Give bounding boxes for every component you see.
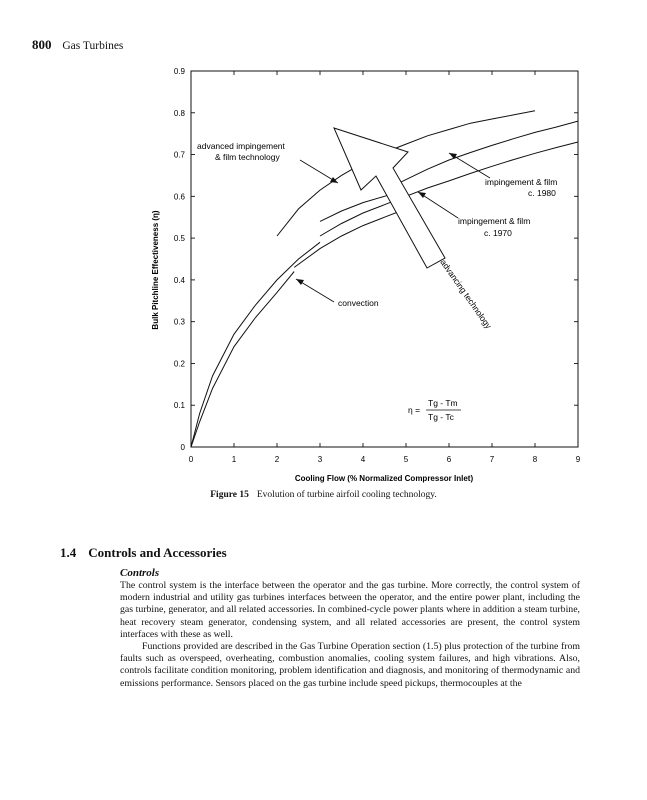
figure-caption-text: Evolution of turbine airfoil cooling technology.	[256, 490, 437, 500]
section-title: Controls and Accessories	[88, 545, 227, 560]
x-tick-label: 6	[446, 455, 452, 464]
advancing-arrow	[334, 128, 445, 268]
imp1970-pointer-head	[418, 192, 426, 198]
series-line	[191, 272, 294, 448]
advanced-label-1: advanced impingement	[197, 141, 285, 151]
y-axis-label: Bulk Pitchline Effectiveness (η)	[151, 210, 160, 330]
x-tick-label: 5	[403, 455, 409, 464]
series-line	[294, 209, 406, 268]
x-tick-label: 1	[231, 455, 237, 464]
imp1980-label-2: c. 1980	[528, 188, 556, 198]
figure-label: Figure 15	[210, 490, 249, 500]
x-tick-label: 3	[317, 455, 323, 464]
y-tick-label: 0.6	[173, 192, 185, 202]
formula-denominator: Tg - Tc	[428, 412, 454, 422]
page-number: 800	[32, 37, 52, 52]
imp1970-label-1: impingement & film	[458, 216, 531, 226]
y-tick-label: 0.9	[173, 67, 185, 76]
y-tick-label: 0.5	[173, 234, 185, 244]
x-tick-label: 9	[575, 455, 581, 464]
y-tick-label: 0.3	[173, 317, 185, 327]
paragraph: The control system is the interface between the operator and the gas turbine. More correctly, the control system of modern industrial and utility gas turbines interfaces between the operator, and the entire power plant, including the gas turbine, generator, and all related accessories. In combined-cycle power plants where in addition a steam turbine, heat recovery steam generator, condensing system, and all related accessories are present, the control system interfaces with these as well.	[120, 580, 580, 640]
section-heading	[60, 545, 239, 561]
imp1970-label-2: c. 1970	[484, 228, 512, 238]
subsection-heading: Controls	[120, 567, 160, 579]
x-tick-label: 2	[274, 455, 280, 464]
advanced-label-2: & film technology	[215, 152, 280, 162]
y-tick-label: 0	[180, 443, 185, 452]
running-title: Gas Turbines	[62, 40, 124, 52]
formula-lhs: η =	[408, 405, 421, 415]
convection-pointer-head	[296, 279, 304, 285]
series-line	[191, 242, 320, 447]
advancing-label: advancing technology	[438, 257, 494, 331]
y-tick-label: 0.8	[173, 108, 185, 118]
y-tick-label: 0.4	[173, 275, 185, 285]
formula-numerator: Tg - Tm	[428, 398, 458, 408]
convection-label: convection	[338, 298, 379, 308]
y-tick-label: 0.2	[173, 359, 185, 369]
x-tick-label: 8	[532, 455, 538, 464]
x-axis-label: Cooling Flow (% Normalized Compressor Inlet)	[294, 474, 474, 483]
y-tick-label: 0.7	[173, 150, 185, 160]
x-tick-label: 7	[489, 455, 495, 464]
body-text	[120, 580, 580, 690]
x-tick-label: 4	[360, 455, 366, 464]
advanced-pointer-head	[330, 177, 338, 183]
section-number: 1.4	[60, 545, 77, 560]
imp1980-label-1: impingement & film	[485, 177, 558, 187]
chart-axes	[191, 71, 578, 447]
y-tick-label: 0.1	[173, 401, 185, 411]
paragraph: Functions provided are described in the Gas Turbine Operation section (1.5) plus protection of the turbine from faults such as overspeed, overheating, combustion anomalies, cooling system failures, and high vibrations. Also, controls facilitate condition monitoring, problem identification and diagnosis, and monitoring of thermodynamic and emissions performance. Sensors placed on the gas turbine include speed pickups, thermocouples at the	[120, 641, 580, 689]
plot-frame	[191, 71, 578, 447]
figure-caption	[0, 490, 647, 500]
x-tick-label: 0	[188, 455, 194, 464]
